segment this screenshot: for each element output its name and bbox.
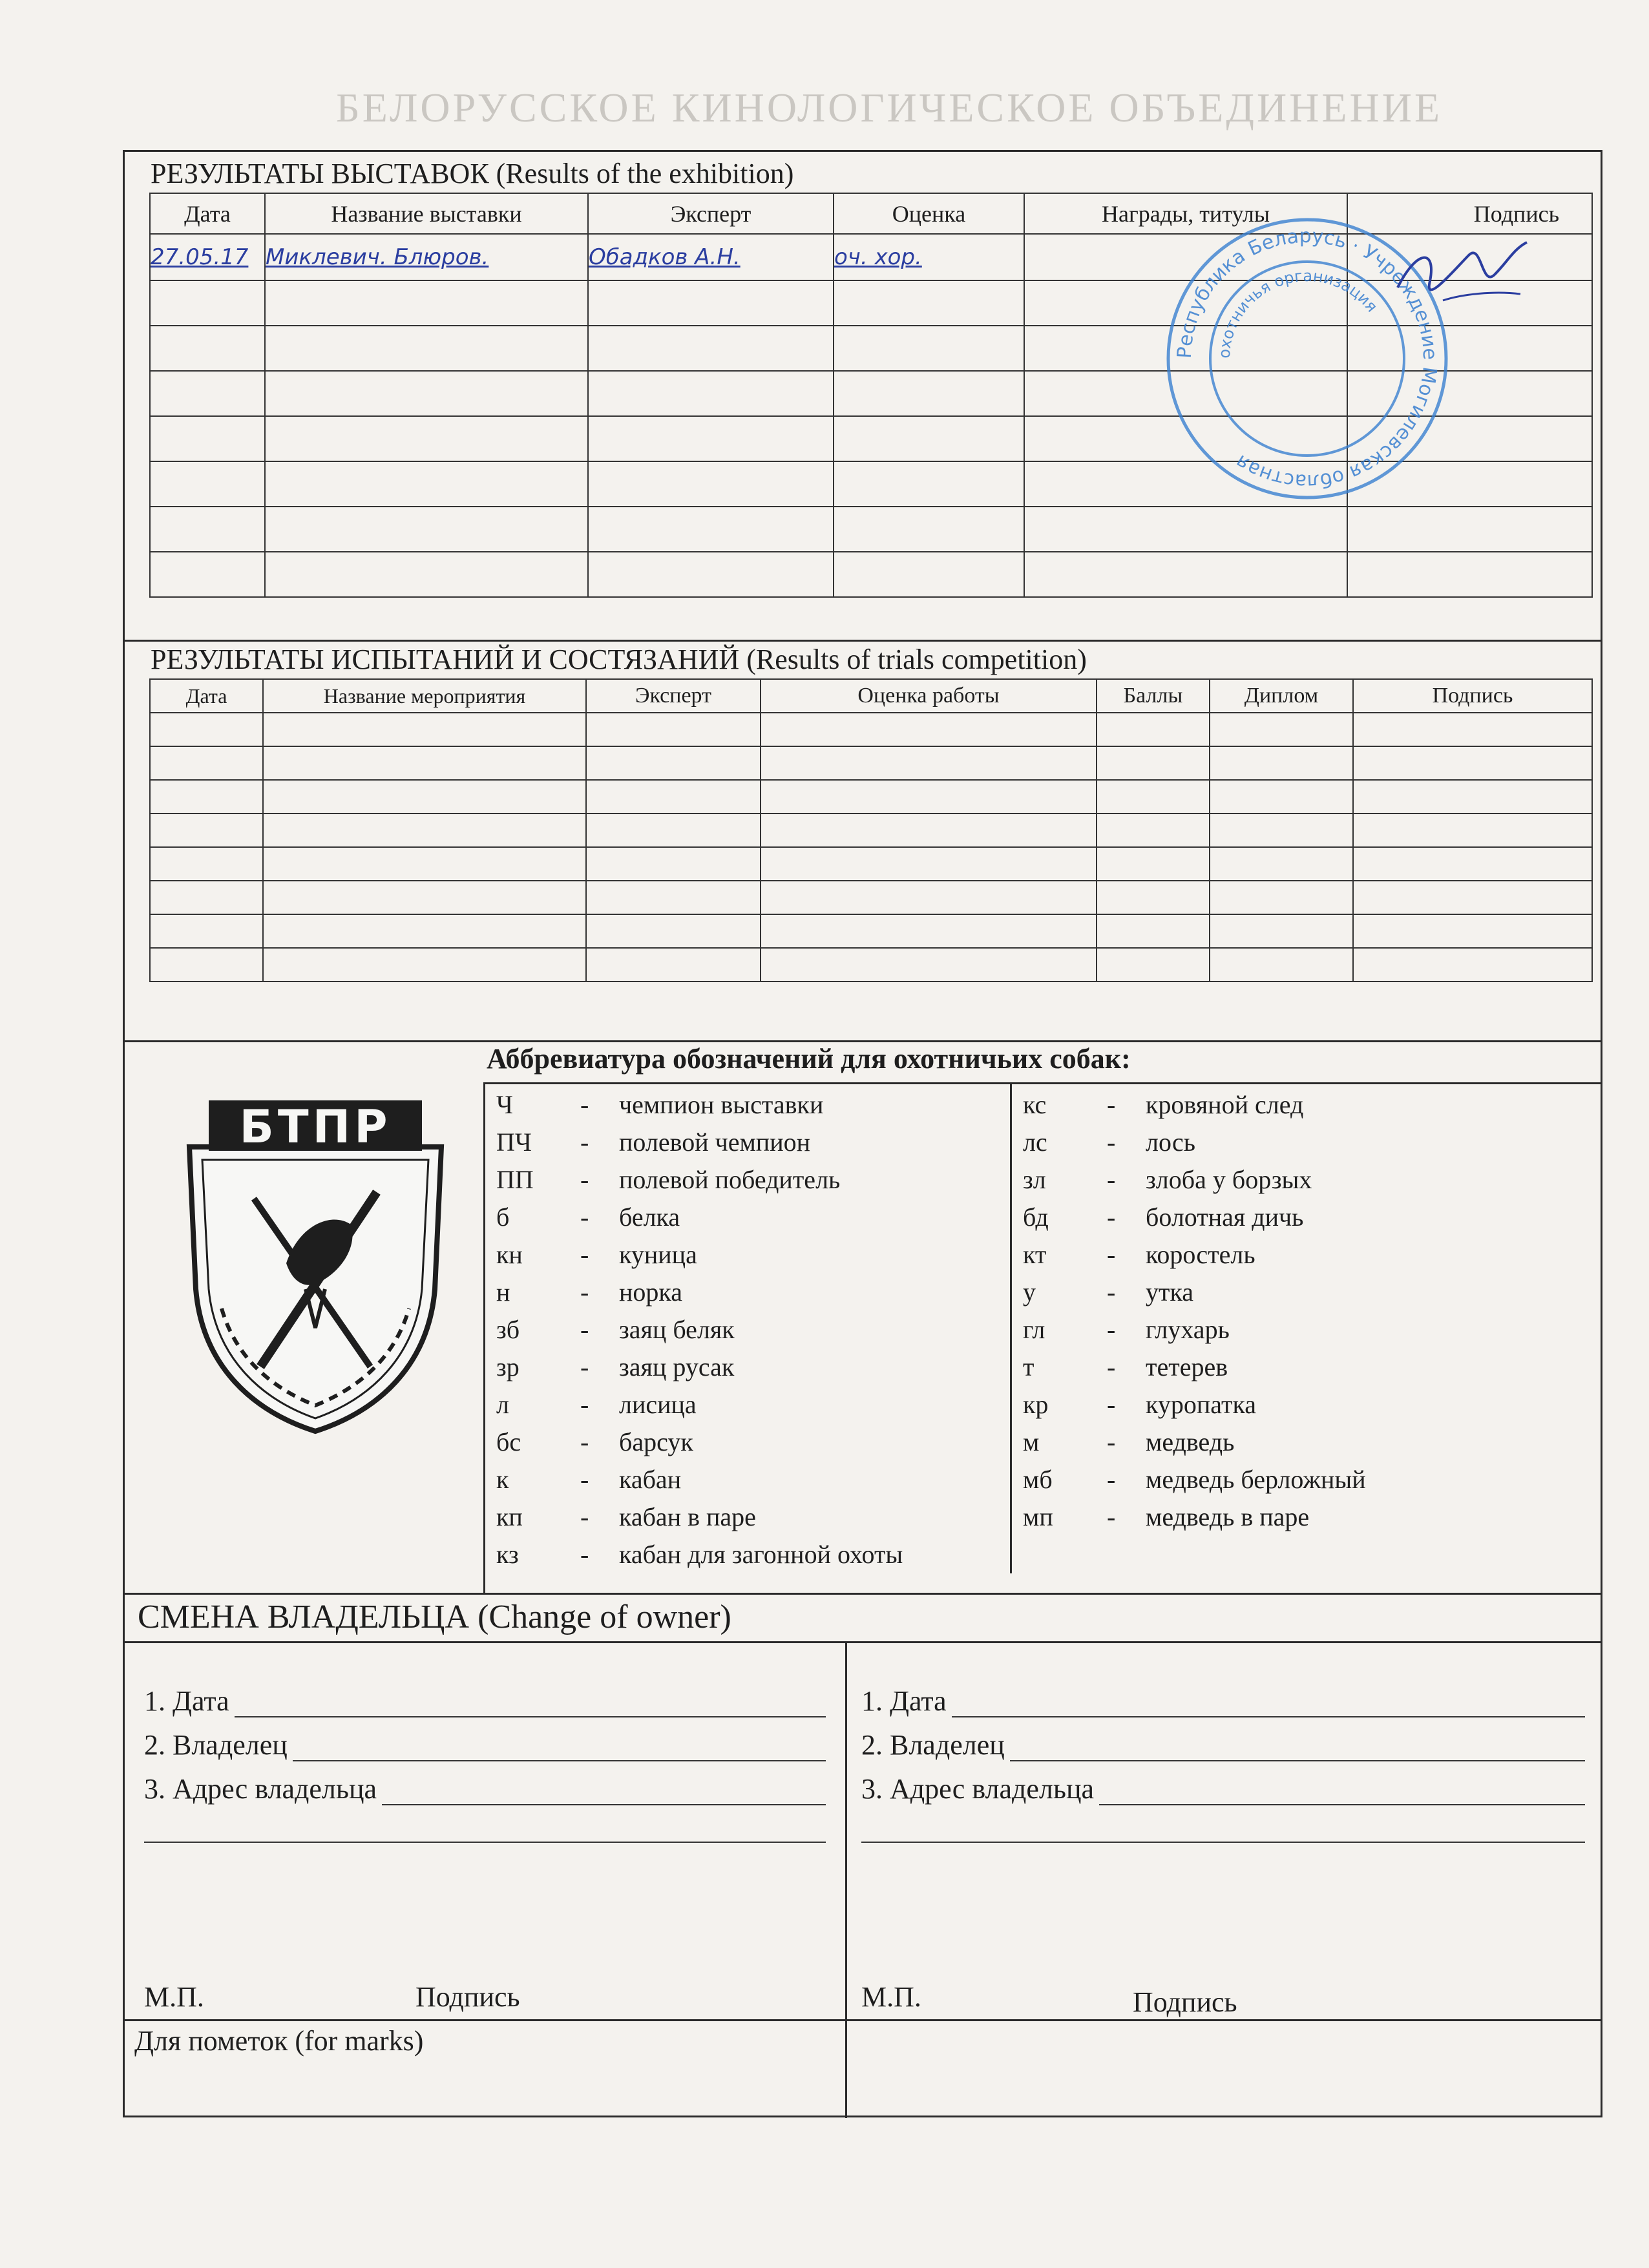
abbreviation-item <box>1023 1199 1366 1236</box>
abbr-list-right <box>1023 1086 1366 1536</box>
abbreviation-dash: - <box>1107 1277 1116 1307</box>
abbreviation-dash: - <box>580 1502 589 1531</box>
abbr-left-border <box>483 1082 485 1593</box>
abbreviation-code: л <box>496 1390 509 1419</box>
owner2-address-label: 3. Адрес владельца <box>861 1773 1095 1805</box>
entry-expert[interactable]: Обадков А.Н. <box>588 234 834 280</box>
col-event-name: Название мероприятия <box>263 679 586 713</box>
abbreviation-dash: - <box>1107 1502 1116 1531</box>
abbreviation-item <box>496 1423 903 1461</box>
abbreviation-dash: - <box>1107 1465 1116 1494</box>
marks-area[interactable] <box>125 2064 1601 2116</box>
owner2-date-field[interactable] <box>861 1685 1585 1717</box>
owner2-owner-field[interactable] <box>861 1728 1585 1761</box>
abbreviation-dash: - <box>1107 1128 1116 1157</box>
abbreviation-meaning: болотная дичь <box>1146 1202 1304 1232</box>
abbreviation-dash: - <box>1107 1352 1116 1381</box>
abbreviation-meaning: лисица <box>619 1390 697 1419</box>
table-row <box>150 881 1592 914</box>
table-row <box>150 914 1592 948</box>
abbreviation-item <box>496 1349 903 1386</box>
col-diploma: Диплом <box>1210 679 1353 713</box>
owner1-sign-label: Подпись <box>415 1981 520 2013</box>
col-signature: Подпись <box>1353 679 1592 713</box>
col-date: Дата <box>150 193 265 234</box>
abbreviation-dash: - <box>580 1277 589 1307</box>
abbr-top-line <box>483 1082 1602 1084</box>
abbreviation-code: ПП <box>496 1165 534 1194</box>
trials-header-row <box>150 679 1592 713</box>
abbreviation-item <box>1023 1498 1366 1536</box>
abbreviation-meaning: кабан для загонной охоты <box>619 1540 903 1569</box>
abbreviation-meaning: кровяной след <box>1146 1090 1304 1119</box>
owner1-owner-label: 2. Владелец <box>144 1729 288 1761</box>
owner1-date-label: 1. Дата <box>144 1685 229 1717</box>
owner2-address-line2[interactable] <box>861 1842 1585 1843</box>
abbreviation-code: зб <box>496 1315 520 1344</box>
abbreviation-code: кт <box>1023 1240 1047 1269</box>
abbreviation-item <box>496 1386 903 1423</box>
abbreviation-meaning: куница <box>619 1240 697 1269</box>
abbreviation-dash: - <box>1107 1427 1116 1456</box>
table-row <box>150 713 1592 746</box>
col-expert: Эксперт <box>588 193 834 234</box>
abbreviation-item <box>496 1461 903 1498</box>
abbreviation-dash: - <box>580 1390 589 1419</box>
abbreviation-code: мб <box>1023 1465 1053 1494</box>
table-row <box>150 847 1592 881</box>
abbreviation-code: гл <box>1023 1315 1045 1344</box>
abbreviation-item <box>496 1161 903 1199</box>
entry-exhibition-name[interactable]: Миклевич. Блюров. <box>265 234 588 280</box>
abbreviation-dash: - <box>1107 1165 1116 1194</box>
abbreviation-dash: - <box>580 1165 589 1194</box>
abbreviation-item <box>1023 1124 1366 1161</box>
abbreviation-item <box>1023 1274 1366 1311</box>
abbreviation-meaning: кабан <box>619 1465 682 1494</box>
divider-trials <box>125 640 1602 642</box>
owner1-address-label: 3. Адрес владельца <box>144 1773 377 1805</box>
abbreviation-dash: - <box>580 1202 589 1232</box>
abbreviation-meaning: медведь <box>1146 1427 1235 1456</box>
abbreviation-item <box>1023 1161 1366 1199</box>
col-expert: Эксперт <box>586 679 761 713</box>
abbreviation-code: н <box>496 1277 510 1307</box>
abbreviation-dash: - <box>580 1090 589 1119</box>
abbreviation-code: кр <box>1023 1390 1049 1419</box>
owner1-address-line2[interactable] <box>144 1842 826 1843</box>
pedigree-back-page <box>123 150 1602 2117</box>
abbreviation-meaning: куропатка <box>1146 1390 1257 1419</box>
abbreviation-code: кс <box>1023 1090 1047 1119</box>
trials-title: РЕЗУЛЬТАТЫ ИСПЫТАНИЙ И СОСТЯЗАНИЙ (Results of trials competition) <box>151 644 1087 675</box>
owner1-date-field[interactable] <box>144 1685 826 1717</box>
abbreviation-meaning: медведь в паре <box>1146 1502 1310 1531</box>
abbreviation-item <box>496 1274 903 1311</box>
trials-table <box>149 678 1593 982</box>
btpr-logo <box>163 1095 467 1444</box>
entry-grade[interactable]: оч. хор. <box>834 234 1024 280</box>
owner-change-title: СМЕНА ВЛАДЕЛЬЦА (Change of owner) <box>138 1599 731 1635</box>
table-row <box>150 746 1592 780</box>
owner-col-divider <box>845 1641 847 2118</box>
abbreviation-item <box>496 1199 903 1236</box>
abbreviation-code: мп <box>1023 1502 1053 1531</box>
col-date: Дата <box>150 679 263 713</box>
exhibitions-title: РЕЗУЛЬТАТЫ ВЫСТАВОК (Results of the exhibition) <box>151 158 794 189</box>
col-signature: Подпись <box>1347 193 1592 234</box>
col-points: Баллы <box>1097 679 1210 713</box>
abbreviation-meaning: чемпион выставки <box>619 1090 824 1119</box>
table-row <box>150 948 1592 982</box>
abbr-list-left <box>496 1086 903 1573</box>
abbreviation-code: ПЧ <box>496 1128 532 1157</box>
table-row <box>150 814 1592 847</box>
abbreviation-item <box>1023 1386 1366 1423</box>
table-row <box>150 780 1592 814</box>
abbreviation-code: зл <box>1023 1165 1046 1194</box>
abbreviation-meaning: кабан в паре <box>619 1502 756 1531</box>
abbreviation-code: к <box>496 1465 509 1494</box>
logo-text: БТПР <box>239 1100 392 1153</box>
divider-owner-title <box>125 1641 1602 1643</box>
stamp-outer-text: Республика Беларусь · Учреждение Могилевская областная <box>1173 224 1442 493</box>
abbreviation-code: б <box>496 1202 510 1232</box>
abbreviation-item <box>1023 1349 1366 1386</box>
abbreviation-item <box>1023 1461 1366 1498</box>
abbreviation-code: бс <box>496 1427 521 1456</box>
abbreviation-meaning: заяц беляк <box>619 1315 735 1344</box>
owner1-mp-label: М.П. <box>144 1981 204 2013</box>
abbreviation-item <box>496 1124 903 1161</box>
marks-label: Для пометок (for marks) <box>134 2025 424 2057</box>
abbreviation-meaning: глухарь <box>1146 1315 1230 1344</box>
abbreviation-item <box>1023 1423 1366 1461</box>
abbreviation-dash: - <box>580 1240 589 1269</box>
abbreviation-item <box>496 1498 903 1536</box>
abbreviation-meaning: медведь берложный <box>1146 1465 1366 1494</box>
abbreviation-meaning: барсук <box>619 1427 693 1456</box>
abbreviation-meaning: злоба у борзых <box>1146 1165 1312 1194</box>
abbreviation-code: м <box>1023 1427 1040 1456</box>
abbreviation-meaning: белка <box>619 1202 680 1232</box>
table-row <box>150 507 1592 552</box>
owner2-date-label: 1. Дата <box>861 1685 947 1717</box>
abbr-mid-border <box>1010 1082 1012 1573</box>
abbreviation-meaning: лось <box>1146 1128 1195 1157</box>
divider-owner <box>125 1593 1602 1595</box>
abbreviation-dash: - <box>1107 1240 1116 1269</box>
owner1-owner-field[interactable] <box>144 1728 826 1761</box>
abbreviation-code: бд <box>1023 1202 1049 1232</box>
owner2-mp-label: М.П. <box>861 1981 921 2013</box>
abbreviations-title: Аббревиатура обозначений для охотничьих собак: <box>487 1043 1131 1075</box>
abbreviation-item <box>496 1086 903 1124</box>
abbreviation-code: кн <box>496 1240 523 1269</box>
abbreviation-dash: - <box>580 1128 589 1157</box>
abbreviation-dash: - <box>580 1315 589 1344</box>
abbreviation-item <box>496 1311 903 1349</box>
owner2-sign-label: Подпись <box>1133 1986 1237 2018</box>
abbreviation-dash: - <box>580 1465 589 1494</box>
abbreviation-dash: - <box>580 1427 589 1456</box>
abbreviation-dash: - <box>580 1540 589 1569</box>
abbreviation-code: кз <box>496 1540 519 1569</box>
col-work-grade: Оценка работы <box>761 679 1097 713</box>
owner2-owner-label: 2. Владелец <box>861 1729 1005 1761</box>
col-grade: Оценка <box>834 193 1024 234</box>
abbreviation-code: т <box>1023 1352 1035 1381</box>
abbreviation-meaning: норка <box>619 1277 682 1307</box>
abbreviation-code: у <box>1023 1277 1036 1307</box>
abbreviation-dash: - <box>1107 1390 1116 1419</box>
col-awards: Награды, титулы <box>1024 193 1347 234</box>
abbreviation-meaning: коростель <box>1146 1240 1255 1269</box>
entry-date[interactable]: 27.05.17 <box>150 234 265 280</box>
abbreviation-code: Ч <box>496 1090 513 1119</box>
owner1-address-field[interactable] <box>144 1772 826 1805</box>
abbreviation-meaning: утка <box>1146 1277 1194 1307</box>
abbreviation-dash: - <box>1107 1202 1116 1232</box>
abbreviation-item <box>496 1236 903 1274</box>
abbreviation-dash: - <box>580 1352 589 1381</box>
bleed-through-header: БЕЛОРУССКОЕ КИНОЛОГИЧЕСКОЕ ОБЪЕДИНЕНИЕ <box>336 85 1443 131</box>
abbreviation-code: кп <box>496 1502 523 1531</box>
divider-marks <box>125 2019 1602 2021</box>
stamp-inner-text: охотничья организация <box>1215 266 1381 359</box>
abbreviation-code: зр <box>496 1352 520 1381</box>
abbreviation-meaning: полевой победитель <box>619 1165 841 1194</box>
owner2-address-field[interactable] <box>861 1772 1585 1805</box>
abbreviation-dash: - <box>1107 1315 1116 1344</box>
svg-text:охотничья организация <box>1215 267 1381 359</box>
abbreviation-item <box>496 1536 903 1573</box>
table-row <box>150 552 1592 597</box>
abbreviation-meaning: тетерев <box>1146 1352 1228 1381</box>
abbreviation-meaning: полевой чемпион <box>619 1128 811 1157</box>
abbreviation-meaning: заяц русак <box>619 1352 735 1381</box>
col-exhibition-name: Название выставки <box>265 193 588 234</box>
abbreviation-item <box>1023 1236 1366 1274</box>
abbreviation-code: лс <box>1023 1128 1047 1157</box>
signature-scribble <box>1385 229 1540 320</box>
abbreviation-dash: - <box>1107 1090 1116 1119</box>
abbreviation-item <box>1023 1311 1366 1349</box>
abbreviation-item <box>1023 1086 1366 1124</box>
